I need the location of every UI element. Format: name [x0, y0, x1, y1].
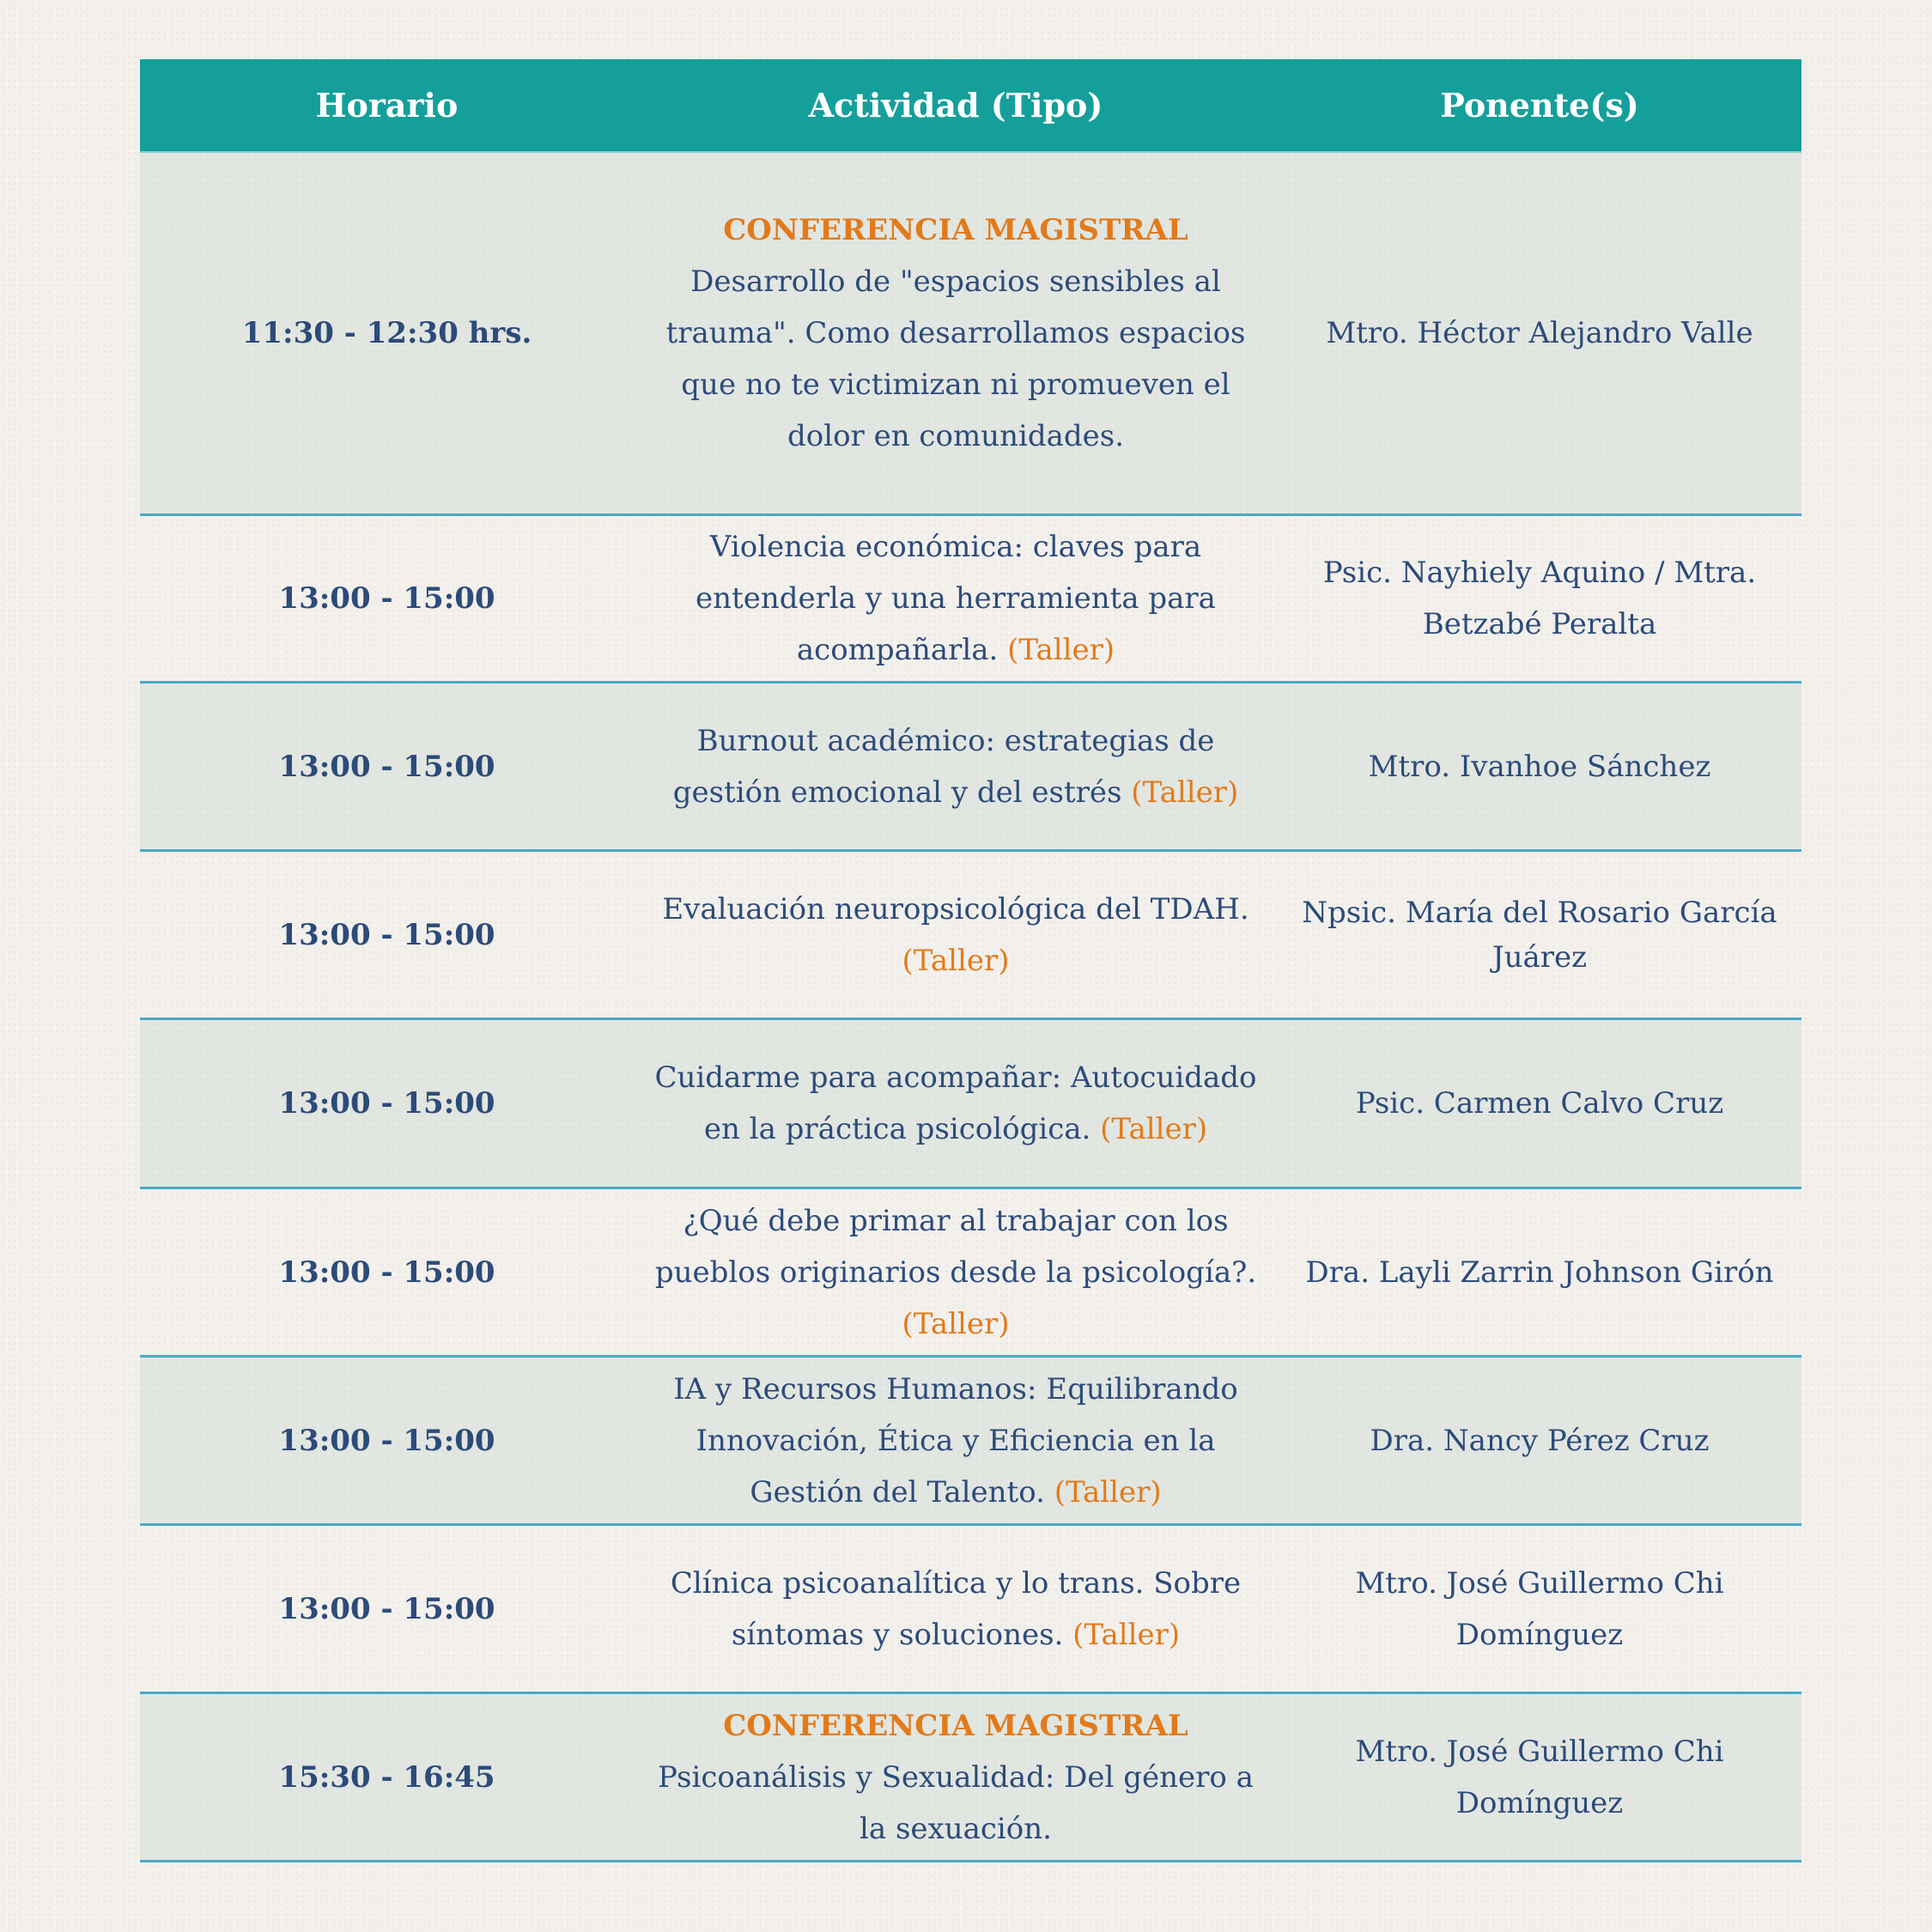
row-actividad — [634, 1195, 1278, 1350]
row-ponente: Dra. Nancy Pérez Cruz — [1370, 1423, 1710, 1458]
row-ponente: Mtro. José Guillermo Chi Domínguez — [1355, 1734, 1724, 1820]
row-actividad — [634, 1052, 1278, 1155]
activity-title: Cuidarme para acompañar: Autocuidado en la práctica psicológica. — [654, 1060, 1257, 1146]
table-row — [140, 852, 1801, 1020]
activity-type: (Taller) — [1007, 633, 1115, 667]
row-ponente: Psic. Carmen Calvo Cruz — [1355, 1086, 1724, 1121]
row-actividad — [634, 204, 1278, 462]
row-ponente: Psic. Nayhiely Aquino / Mtra. Betzabé Peralta — [1322, 556, 1757, 641]
row-actividad — [634, 884, 1278, 987]
activity-type: (Taller) — [902, 1306, 1010, 1341]
activity-type: (Taller) — [1054, 1474, 1162, 1510]
table-row — [140, 1020, 1801, 1189]
row-horario: 13:00 - 15:00 — [278, 581, 495, 616]
header-ponentes: Ponente(s) — [1440, 86, 1639, 125]
row-horario: 11:30 - 12:30 hrs. — [241, 316, 532, 350]
row-ponente: Mtro. Ivanhoe Sánchez — [1368, 749, 1711, 784]
table-header — [140, 59, 1801, 153]
activity-title: ¿Qué debe primar al trabajar con los pueblos originarios desde la psicología?. — [654, 1203, 1257, 1290]
row-horario: 15:30 - 16:45 — [278, 1759, 495, 1795]
row-horario: 13:00 - 15:00 — [278, 1591, 495, 1626]
activity-title: Evaluación neuropsicológica del TDAH. — [662, 891, 1249, 927]
table-row — [140, 1526, 1801, 1694]
conferencia-label: CONFERENCIA MAGISTRAL — [723, 213, 1188, 247]
table-row — [140, 1189, 1801, 1358]
activity-title: Burnout académico: estrategias de gestión emocional y del estrés — [672, 723, 1215, 810]
conferencia-label: CONFERENCIA MAGISTRAL — [723, 1708, 1188, 1743]
activity-type: (Taller) — [1072, 1617, 1181, 1652]
header-actividad: Actividad (Tipo) — [808, 86, 1103, 125]
row-horario: 13:00 - 15:00 — [278, 1086, 495, 1121]
table-row — [140, 1358, 1801, 1526]
table-row — [140, 516, 1801, 683]
row-actividad — [634, 1700, 1278, 1855]
row-horario: 13:00 - 15:00 — [278, 749, 495, 784]
header-horario: Horario — [315, 86, 459, 125]
activity-type: (Taller) — [902, 943, 1010, 978]
row-horario: 13:00 - 15:00 — [278, 917, 495, 952]
row-actividad — [634, 1558, 1278, 1661]
activity-type: (Taller) — [1100, 1112, 1208, 1146]
row-ponente: Mtro. José Guillermo Chi Domínguez — [1355, 1565, 1724, 1652]
activity-title: Desarrollo de "espacios sensibles al trauma". Como desarrollamos espacios que no te victimizan ni promueven el dolor en comunidades. — [665, 264, 1246, 453]
row-ponente: Mtro. Héctor Alejandro Valle — [1326, 316, 1753, 350]
activity-title: Clínica psicoanalítica y lo trans. Sobre síntomas y soluciones. — [670, 1565, 1242, 1652]
row-horario: 13:00 - 15:00 — [278, 1255, 495, 1290]
row-actividad — [634, 1364, 1278, 1518]
activity-type: (Taller) — [1131, 775, 1239, 810]
schedule-table — [140, 59, 1801, 1862]
row-actividad — [634, 521, 1278, 676]
activity-title: Psicoanálisis y Sexualidad: Del género a la sexuación. — [658, 1759, 1254, 1846]
row-ponente: Dra. Layli Zarrin Johnson Girón — [1305, 1255, 1774, 1290]
table-row — [140, 683, 1801, 852]
activity-title: Violencia económica: claves para entenderla y una herramienta para acompañarla. — [696, 530, 1216, 667]
row-horario: 13:00 - 15:00 — [278, 1423, 495, 1458]
activity-title: IA y Recursos Humanos: Equilibrando Innovación, Ética y Eficiencia en la Gestión del Talento. — [673, 1371, 1238, 1510]
table-row — [140, 153, 1801, 516]
table-row — [140, 1694, 1801, 1862]
row-ponente: Npsic. María del Rosario García Juárez — [1302, 895, 1777, 975]
row-actividad — [634, 715, 1278, 818]
